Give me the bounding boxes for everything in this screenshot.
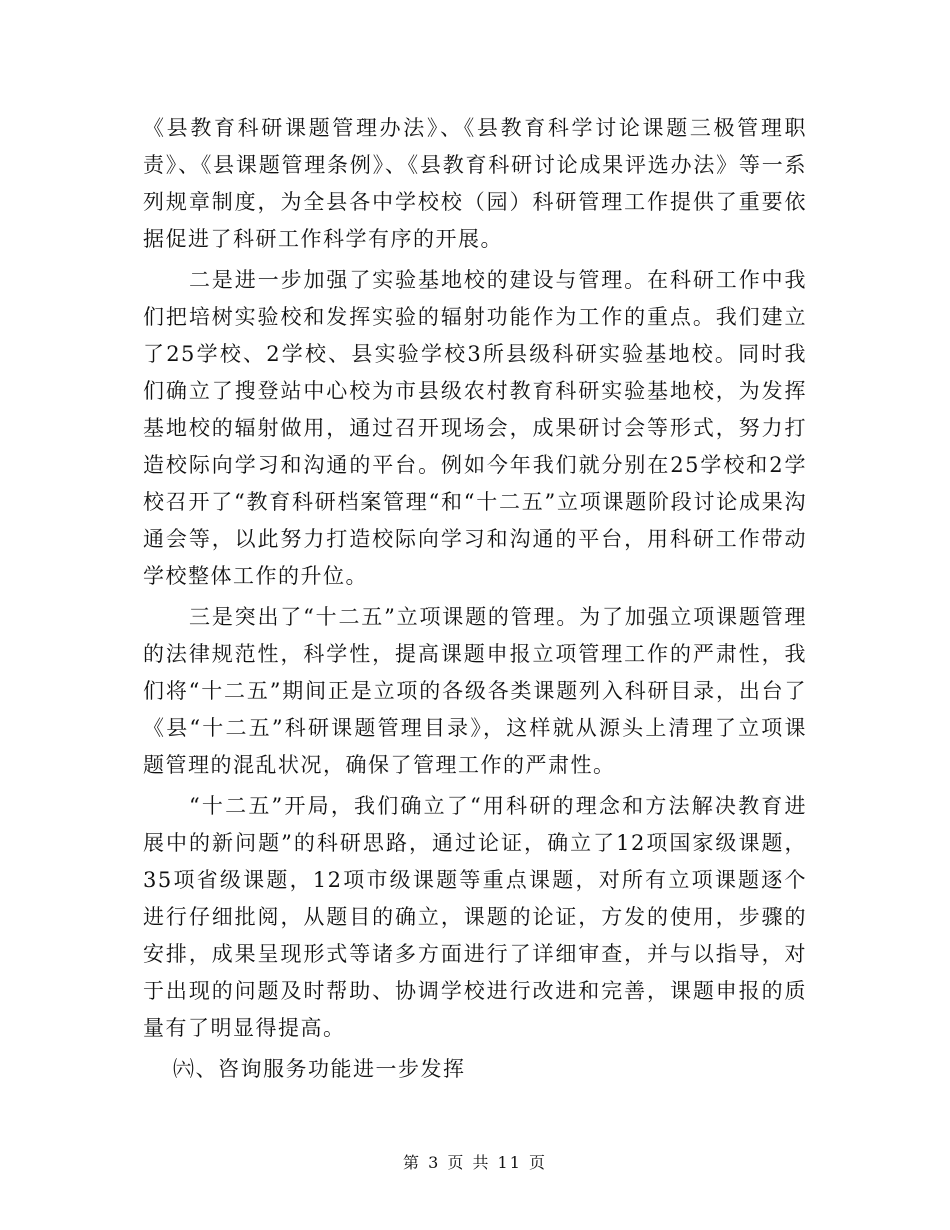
- document-body: [143, 110, 807, 1088]
- paragraph-research-approach: “十二五”开局，我们确立了“用科研的理念和方法解决教育进展中的新问题”的科研思路，通过论证，确立了12项国家级课题，35项省级课题，12项市级课题等重点课题，对所有立项课题逐个进行仔细批阅，从题目的确立，课题的论证，方发的使用，步骤的安排，成果呈现形式等诸多方面进行了详细审查，并与以指导，对于出现的问题及时帮助、协调学校进行改进和完善，课题申报的质量有了明显得提高。: [143, 794, 807, 1040]
- paragraph-regulations: 《县教育科研课题管理办法》、《县教育科学讨论课题三极管理职责》、《县课题管理条例》、《县教育科研讨论成果评选办法》等一系列规章制度，为全县各中学校校（园）科研管理工作提供了重要依据促进了科研工作科学有序的开展。: [143, 116, 807, 251]
- paragraph-project-management: 三是突出了“十二五”立项课题的管理。为了加强立项课题管理的法律规范性，科学性，提高课题申报立项管理工作的严肃性，我们将“十二五”期间正是立项的各级各类课题列入科研目录，出台了《县“十二五”科研课题管理目录》，这样就从源头上清理了立项课题管理的混乱状况，确保了管理工作的严肃性。: [143, 605, 807, 777]
- paragraph-experimental-base-schools: 二是进一步加强了实验基地校的建设与管理。在科研工作中我们把培树实验校和发挥实验的辐射功能作为工作的重点。我们建立了25学校、2学校、县实验学校3所县级科研实验基地校。同时我们确立了搜登站中心校为市县级农村教育科研实验基地校，为发挥基地校的辐射做用，通过召开现场会，成果研讨会等形式，努力打造校际向学习和沟通的平台。例如今年我们就分别在25学校和2学校召开了“教育科研档案管理“和“十二五”立项课题阶段讨论成果沟通会等，以此努力打造校际向学习和沟通的平台，用科研工作带动学校整体工作的升位。: [143, 268, 807, 588]
- section-heading: ㈥、咨询服务功能进一步发挥: [173, 1057, 466, 1081]
- page-number-footer: 第 3 页 共 11 页: [403, 1153, 547, 1172]
